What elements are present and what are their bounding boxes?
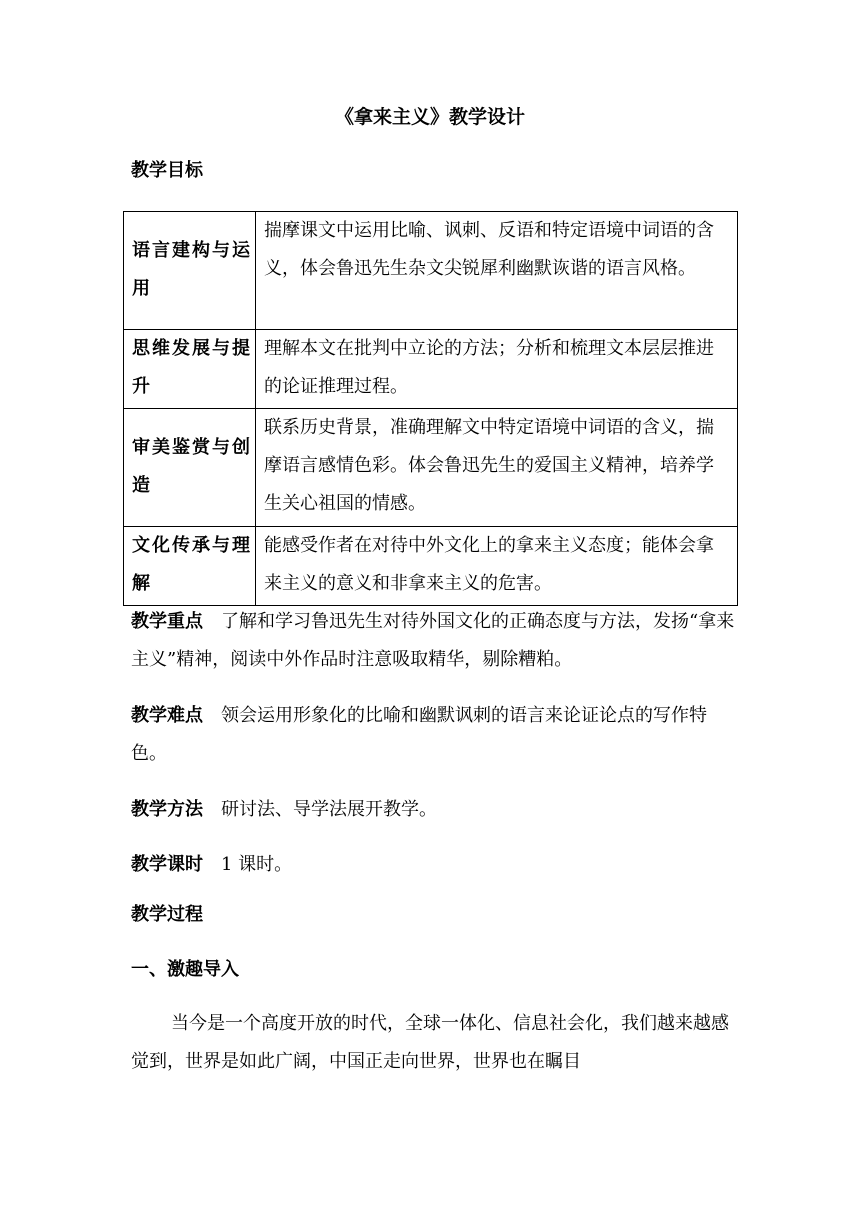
goal-description: 联系历史背景，准确理解文中特定语境中词语的含义，揣摩语言感情色彩。体会鲁迅先生的爱国主义精神，培养学生关心祖国的情感。: [256, 409, 738, 527]
table-row: [124, 330, 738, 409]
key-points-label: 教学重点: [131, 611, 203, 632]
table-row: [124, 527, 738, 606]
methods-label: 教学方法: [131, 799, 203, 820]
table-row: [124, 212, 738, 330]
goal-category: 语言建构与运用: [124, 212, 256, 330]
goal-category: 审美鉴赏与创造: [124, 409, 256, 527]
key-points-text: 了解和学习鲁迅先生对待外国文化的正确态度与方法，发扬“拿来主义”精神，阅读中外作品时注意吸取精华，剔除糟粕。: [131, 611, 735, 670]
hours-label: 教学课时: [131, 854, 203, 875]
hours-paragraph: [131, 846, 741, 884]
hours-text: 1 课时。: [221, 854, 293, 875]
document-title: 《拿来主义》教学设计: [334, 106, 525, 128]
table-row: [124, 409, 738, 527]
goal-category: 思维发展与提升: [124, 330, 256, 409]
goal-description: 能感受作者在对待中外文化上的拿来主义态度；能体会拿来主义的意义和非拿来主义的危害。: [256, 527, 738, 606]
difficulties-paragraph: [131, 697, 741, 773]
section1-paragraph: 当今是一个高度开放的时代，全球一体化、信息社会化，我们越来越感觉到，世界是如此广阔，中国正走向世界，世界也在瞩目: [131, 1013, 729, 1072]
goals-table: [123, 211, 738, 606]
goals-heading: 教学目标: [131, 160, 203, 181]
methods-text: 研讨法、导学法展开教学。: [221, 799, 437, 820]
difficulties-text: 领会运用形象化的比喻和幽默讽刺的语言来论证论点的写作特色。: [131, 705, 707, 764]
section1-heading: 一、激趣导入: [131, 959, 239, 980]
methods-paragraph: [131, 791, 741, 829]
key-points-paragraph: [131, 603, 741, 679]
goal-description: 理解本文在批判中立论的方法；分析和梳理文本层层推进的论证推理过程。: [256, 330, 738, 409]
goal-category: 文化传承与理解: [124, 527, 256, 606]
goal-description: 揣摩课文中运用比喻、讽刺、反语和特定语境中词语的含义，体会鲁迅先生杂文尖锐犀利幽默诙谐的语言风格。: [256, 212, 738, 330]
process-heading: 教学过程: [131, 904, 203, 925]
difficulties-label: 教学难点: [131, 705, 203, 726]
